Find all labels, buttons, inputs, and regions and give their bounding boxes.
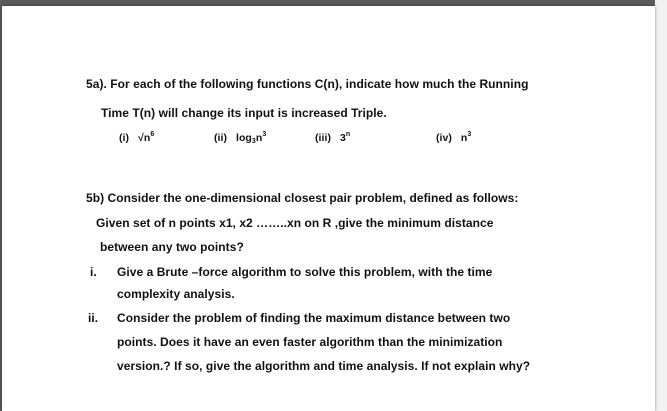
option-subscript: 3	[251, 138, 256, 145]
q5b-line-1: 5b) Consider the one-dimensional closest pair problem, defined as follows:	[86, 191, 519, 205]
option-expression: n	[460, 132, 468, 144]
q5b-line-3: between any two points?	[100, 240, 244, 254]
q5a-option-i	[119, 132, 154, 144]
option-exponent: 3	[467, 131, 472, 138]
q5b-item-ii-line-3: version.? If so, give the algorithm and time analysis. If not explain why?	[117, 359, 531, 373]
option-marker: (iii)	[315, 132, 331, 144]
option-expression: log	[236, 132, 252, 144]
q5a-option-iv	[436, 132, 471, 144]
q5b-item-i-marker: i.	[90, 265, 97, 279]
q5a-line-2: Time T(n) will change its input is increased Triple.	[101, 106, 387, 120]
q5b-item-ii-line-2: points. Does it have an even faster algorithm than the minimization	[117, 335, 503, 349]
q5b-line-2: Given set of n points x1, x2 ……..xn on R ,give the minimum distance	[96, 216, 494, 230]
option-exponent: 6	[150, 131, 155, 138]
option-exponent: 3	[262, 131, 267, 138]
scroll-strip	[655, 0, 667, 411]
q5a-line-1: 5a). For each of the following functions C(n), indicate how much the Running	[86, 77, 529, 91]
q5b-item-i-line-1: Give a Brute –force algorithm to solve this problem, with the time	[117, 265, 493, 279]
q5b-item-ii-line-1: Consider the problem of finding the maximum distance between two	[117, 311, 511, 325]
q5b-item-ii-marker: ii.	[88, 311, 99, 325]
q5a-option-ii	[214, 132, 266, 144]
q5b-item-i-line-2: complexity analysis.	[117, 287, 235, 301]
document-page	[2, 6, 655, 411]
option-expression: 3	[339, 132, 346, 144]
option-exponent: n	[345, 131, 351, 138]
q5a-option-iii	[315, 132, 350, 144]
option-expression-tail: n	[255, 132, 263, 144]
option-marker: (i)	[119, 132, 130, 144]
option-marker: (ii)	[214, 132, 228, 144]
option-marker: (iv)	[436, 132, 452, 144]
option-expression: √n	[138, 132, 151, 144]
